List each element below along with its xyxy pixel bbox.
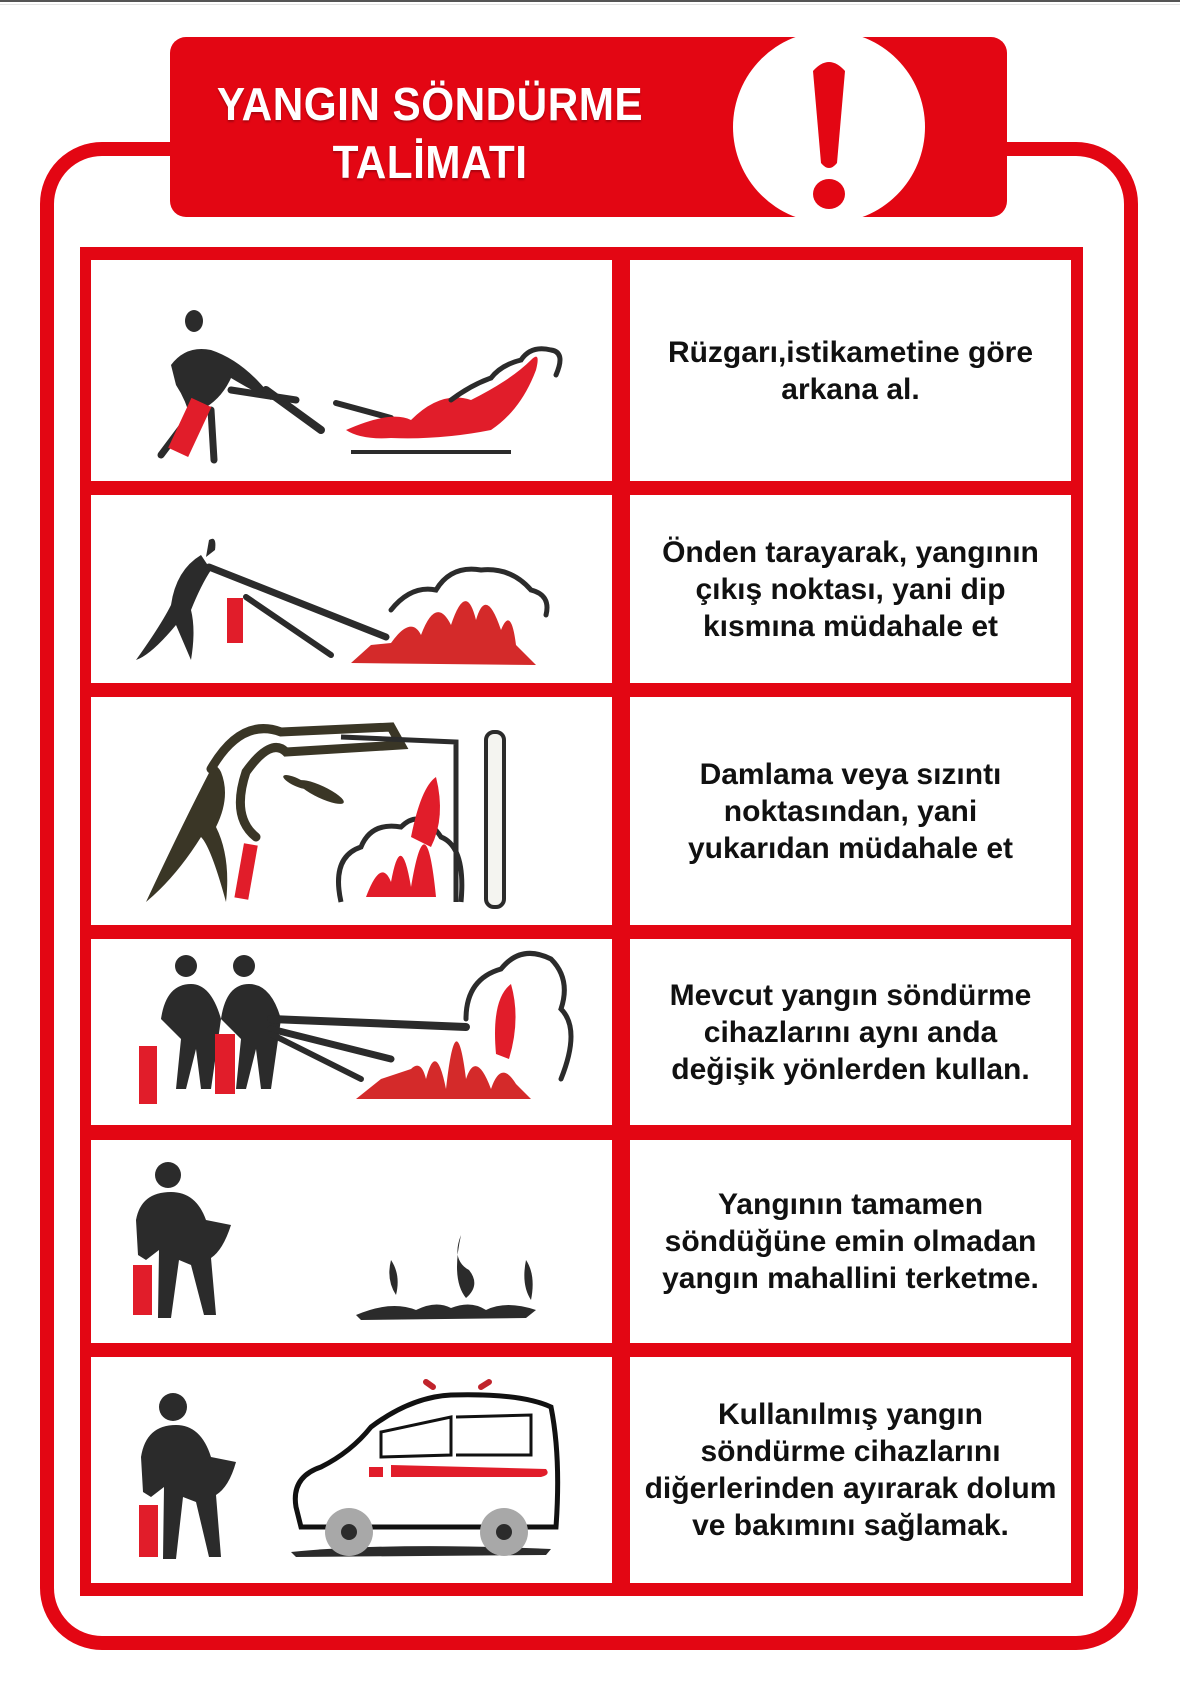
instruction-text-cell-4 [630, 939, 1071, 1125]
person-service-van-icon [91, 1357, 612, 1583]
illustration-cell-6 [91, 1357, 612, 1583]
illustration-cell-3 [91, 697, 612, 925]
instruction-text-cell-3 [630, 697, 1071, 925]
illustration-cell-2 [91, 495, 612, 683]
person-spraying-from-above-icon [91, 697, 612, 925]
instructions-table [80, 247, 1083, 1596]
illustration-cell-5 [91, 1140, 612, 1343]
instruction-text-6: Kullanılmış yangın söndürme cihazlarını diğerlerinden ayırarak dolum ve bakımını sağlamak. [644, 1398, 1057, 1542]
exclamation-mark-icon [733, 37, 925, 217]
person-watching-embers-icon [91, 1140, 612, 1343]
page-title [191, 75, 669, 191]
person-extinguisher-wind-icon [91, 260, 612, 481]
top-border-line [0, 0, 1180, 2]
alert-badge [733, 37, 925, 217]
top-border-line-light [0, 4, 1180, 5]
instruction-text-cell-6 [630, 1357, 1071, 1583]
two-people-extinguishers-icon [91, 939, 612, 1125]
instruction-text-cell-1 [630, 260, 1071, 481]
instruction-text-1: Rüzgarı,istikametine göre arkana al. [667, 335, 1034, 406]
instruction-text-2: Önden tarayarak, yangının çıkış noktası, yani dip kısmına müdahale et [662, 535, 1039, 643]
person-spraying-fire-base-icon [91, 495, 612, 683]
header-banner [170, 37, 1007, 217]
illustration-cell-4 [91, 939, 612, 1125]
illustration-cell-1 [91, 260, 612, 481]
instruction-text-5: Yangının tamamen söndüğüne emin olmadan yangın mahallini terketme. [662, 1188, 1039, 1295]
title-line-2: TALİMATI [332, 136, 528, 188]
title-line-1: YANGIN SÖNDÜRME [216, 78, 644, 130]
instruction-text-4: Mevcut yangın söndürme cihazlarını aynı anda değişik yönlerden kullan. [669, 978, 1032, 1086]
instruction-text-3: Damlama veya sızıntı noktasından, yani yukarıdan müdahale et [687, 757, 1014, 865]
instruction-text-cell-2 [630, 495, 1071, 683]
instruction-text-cell-5 [630, 1140, 1071, 1343]
